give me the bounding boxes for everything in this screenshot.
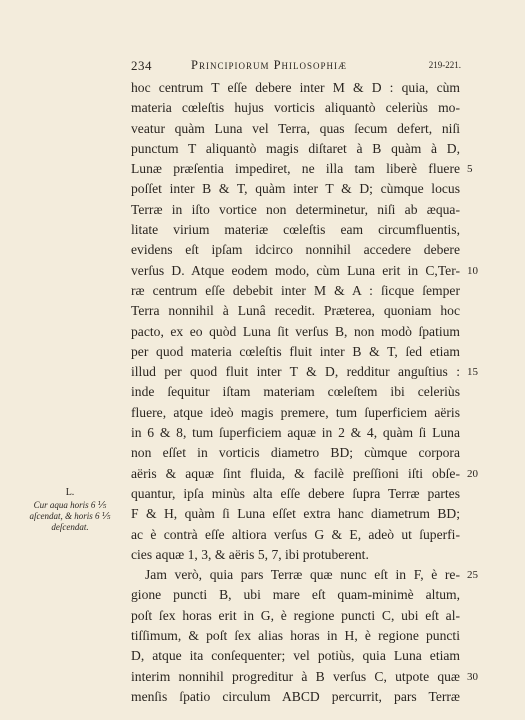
text-line: materia cœleſtis hujus vorticis aliquantò celeriùs mo-: [131, 100, 460, 116]
text-line: non eſſet in vorticis diametro BD; cùmque corpora: [131, 445, 460, 461]
main-text-block: [131, 78, 460, 707]
text-line: poſſet inter B & T, quàm inter T & D; cùmque locus: [131, 181, 460, 197]
section-range: 219-221.: [428, 60, 461, 70]
text-line: F & H, quàm ſi Luna eſſet extra hanc diametrum BD;: [131, 506, 460, 522]
text-line: in 6 & 8, tum ſuperficiem aquæ in 2 & 4, quàm ſi Luna: [131, 425, 460, 441]
text-line: inde ſequitur iſtam materiam cœleſtem ibi celeriùs: [131, 384, 460, 400]
text-line: verſus D. Atque eodem modo, cùm Luna erit in C,Ter-: [131, 262, 460, 278]
text-line: punctum T aliquantò magis diſtaret à B quàm à D,: [131, 140, 460, 156]
line-number: 20: [467, 467, 478, 480]
marginal-note-text: Cur aqua horis 6 ⅕ aſcendat, & horis 6 ⅕ deſcendat.: [29, 500, 111, 532]
text-line: interim nonnihil progreditur à B verſus C, utpote quæ: [131, 668, 460, 684]
text-line: ac è contrà eſſe altiora verſus G & E, adeò ut ſuperfi-: [131, 526, 460, 542]
text-line: veatur quàm Luna vel Terra, quas ſecum defert, niſi: [131, 120, 460, 136]
text-line: tiſſimum, & poſt ſex alias horas in H, è regione puncti: [131, 628, 460, 644]
text-line: menſis ſpatio circulum ABCD percurrit, pars Terræ: [131, 688, 460, 704]
text-line: per quod materia cœleſtis fluit inter B & T, ſed etiam: [131, 343, 460, 359]
running-title: Principiorum Philosophiæ: [191, 58, 348, 72]
text-line: Terra nonnihil à Lunâ recedit. Præterea, quoniam hoc: [131, 303, 460, 319]
line-number: 5: [467, 163, 473, 176]
text-line: poſt ſex horas erit in G, è regione puncti C, ubi eſt al-: [131, 607, 460, 623]
text-line: aëris & aquæ ſint fluida, & facilè preſſioni iſti obſe-: [131, 465, 460, 481]
line-number: 15: [467, 366, 478, 379]
text-line: litate virium materiæ cœleſtis eam circumfluentis,: [131, 222, 460, 238]
text-line: Jam verò, quia pars Terræ quæ nunc eſt in F, è re-: [145, 567, 460, 583]
text-line: ræ centrum eſſe debebit inter M & A : ſicque ſemper: [131, 282, 460, 298]
line-number: 10: [467, 264, 478, 277]
line-number: 30: [467, 670, 478, 683]
text-line: hoc centrum T eſſe debere inter M & D : quia, cùm: [131, 80, 460, 95]
text-line: cies aquæ 1, 3, & aëris 5, 7, ibi protuberent.: [131, 546, 369, 562]
marginal-note: [20, 487, 120, 533]
text-line: gione puncti B, ubi mare eſt quam-minimè altum,: [131, 587, 460, 603]
text-line: evidens eſt ipſam idcirco nonnihil accedere debere: [131, 242, 460, 258]
text-line: pacto, ex eo quòd Luna ſit verſus B, non modò ſpatium: [131, 323, 460, 339]
line-number: 25: [467, 569, 478, 582]
text-line: fluere, atque ideò magis premere, tum ſuperficiem aëris: [131, 404, 460, 420]
text-line: D, atque ita conſequenter; vel potiùs, quia Luna etiam: [131, 648, 460, 664]
marginal-note-number: L.: [65, 487, 75, 498]
page-number: 234: [131, 58, 152, 73]
text-line: Terræ in iſto vortice non determinetur, niſi ab æqua-: [131, 201, 460, 217]
text-line: illud per quod fluit inter T & D, redditur anguſtius :: [131, 364, 460, 380]
text-line: quantur, ipſa minùs alta eſſe debere ſupra Terræ partes: [131, 485, 460, 501]
page-header: [131, 58, 461, 78]
text-line: Lunæ præſentia impediret, ne illa tam liberè fluere: [131, 161, 460, 177]
